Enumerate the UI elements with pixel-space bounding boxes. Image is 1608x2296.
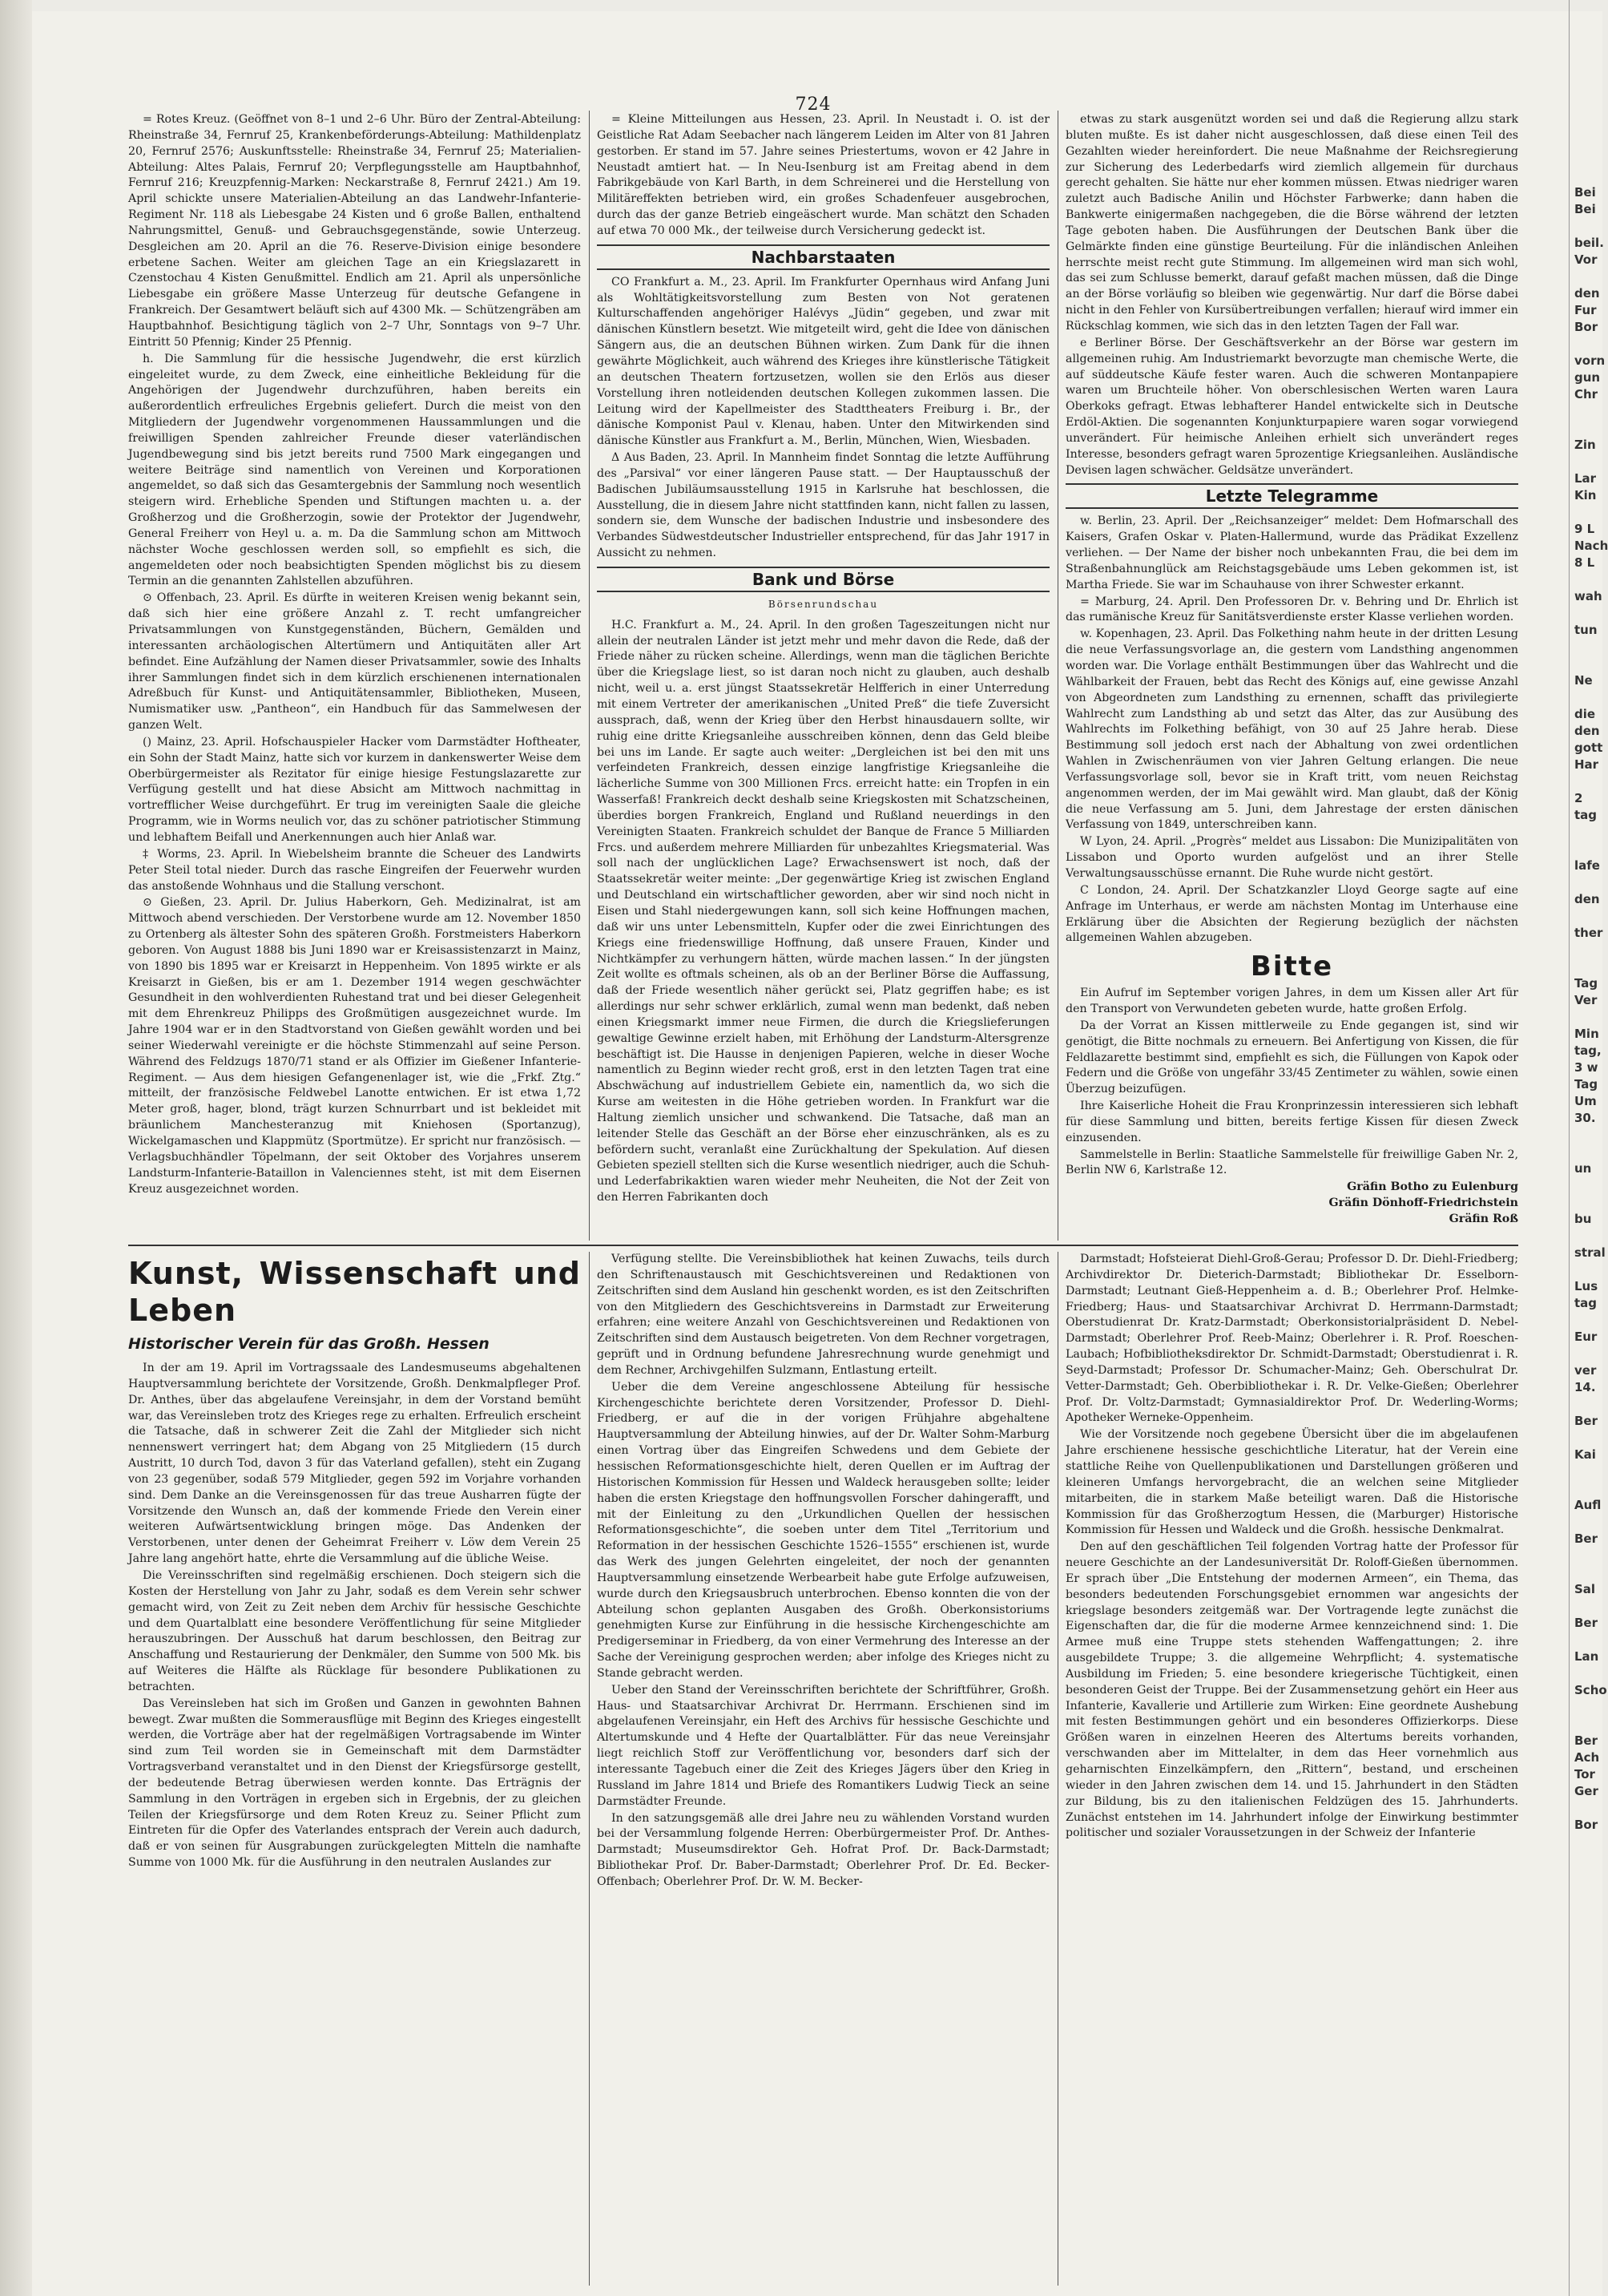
column-1 — [128, 112, 581, 1242]
adjacent-page-fragment: Ne — [1574, 673, 1593, 688]
adjacent-page-fragment: den — [1574, 892, 1600, 906]
adjacent-page-fragment: Bei — [1574, 185, 1596, 200]
adjacent-page-fragment — [1574, 1564, 1602, 1581]
adjacent-page-fragment — [1574, 1312, 1602, 1329]
article-paragraph: Den auf den geschäftlichen Teil folgenden Vortrag hatte der Professor für neuere Geschichte an der Landesuniversität Dr. Roloff-Gießen übernommen. Er sprach über „Die Entstehung der modernen Armeen“, ein Thema, das besonders bedeutenden Forschungsgebiet ernommen war angesichts der kriegslage besonders zeitgemäß war. Der Vortragende legte zunächst die Eigenschaften dar, die für die moderne Armee kennzeichnend sind: 1. Die Armee muß eine Truppe stets stehenden Waffengattungen; 2. ihre ausgebildete Truppe; 3. die allgemeine Wehrpflicht; 4. systematische Ausbildung im Frieden; 5. eine besondere kriegerische Tüchtigkeit, einen besonderen Geist der Truppe. Bei der Zusammensetzung gehört ein Heer aus Infanterie, Kavallerie und Artillerie zum Wirken: Eine geordnete Aushebung mit festen Bestimmungen gehört und ein besonderes Offizierkorps. Diese Größen waren in einzelnen Heeren des Altertums bereits vorhanden, verschwanden aber im Mittelalter, in dem das Heer vornehmlich aus geharnischten Einzelkämpfern, den „Rittern“, bestand, und erscheinen wieder in den Jahren zwischen dem 14. und 15. Jahrhundert in den Städten zur Bildung, bis zu den italienischen Feldzügen des 15. Jahrhunderts. Zunächst entstehen im 14. Jahrhundert infolge der Einwirkung bestimmter politischer und sozialer Voraussetzungen in der Schweiz der Infanterie — [1066, 1540, 1518, 1840]
adjacent-page-fragment — [1574, 268, 1602, 285]
adjacent-page-fragment: Tag — [1574, 976, 1598, 991]
article-paragraph: Darmstadt; Hofsteierat Diehl-Groß-Gerau; Professor D. Dr. Diehl-Friedberg; Archivdirektor Dr. Dieterich-Darmstadt; Bibliothekar Dr. Esselborn-Darmstadt; Leutnant Gieß-Heppenheim a. d. B.; Oberlehrer Prof. Helmke-Friedberg; Haus- und Staatsarchivar Archivrat D. Herrmann-Darmstadt; Oberstudienrat Dr. Kratz-Darmstadt; Oberkonsistorialpräsident D. Nebel-Darmstadt; Oberlehrer Prof. Reeb-Mainz; Oberlehrer i. R. Prof. Roeschen-Laubach; Hofbibliotheksdirektor Dr. Schmidt-Darmstadt; Oberstudienrat i. R. Seyd-Darmstadt; Professor Dr. Schumacher-Mainz; Geh. Oberschulrat Dr. Vetter-Darmstadt; Geh. Oberbibliothekar i. R. Dr. Velke-Gießen; Oberlehrer Prof. Dr. Voltz-Darmstadt; Gymnasialdirektor Prof. Dr. Wederling-Worms; Apotheker Werneke-Oppenheim. — [1066, 1253, 1518, 1425]
adjacent-page-fragment: stral — [1574, 1245, 1606, 1260]
adjacent-page-fragment — [1574, 1716, 1602, 1733]
article-paragraph: H.C. Frankfurt a. M., 24. April. In den großen Tageszeitungen nicht nur allein der neutralen Länder ist jetzt mehr und mehr davon die Rede, daß der Friede näher zu rücken scheine. Allerdings, wenn man die täglichen Berichte über die Kriegslage liest, so ist daran noch nicht zu glauben, auch deshalb nicht, weil u. a. erst jüngst Staatssekretär Helfferich in einer Unterredung mit einem Vertreter der amerikanischen „United Preß“ die tiefe Zuversicht aussprach, daß, wenn der Krieg über den Herbst hinausdauern sollte, wir ruhig eine dritte Kriegsanleihe ausschreiben können, denn das Geld bleibe bei uns im Lande. Er sagte auch weiter: „Dergleichen ist bei den mit uns verfeindeten Frankreich, dessen einzige langfristige Kriegsanleihe die lächerliche Summe von 300 Millionen Frcs. erreicht hatte: ein Tropfen in ein Wasserfaß! Frankreich deckt deshalb seine Kriegskosten mit Schatzscheinen, überdies borgen Frankreich, England und Rußland neuerdings in den Vereinigten Staaten. Frankreich schuldet der Banque de France 5 Milliarden Frcs. und außerdem mehrere Milliarden für unbezahltes Kriegsmaterial. Was soll nach der unglücklichen Lage? Erwachsenswert ist noch, daß der Staatssekretär weiter meinte: „Der gegenwärtige Krieg ist zwischen England und Deutschland ein wirtschaftlicher geworden, aber wir sind noch nicht in Eisen und Stahl niedergewungen kann, soll sich keine Hoffnungen machen, daß wir uns unter Lebensmitteln, Kupfer oder die zwei Einrichtungen des Kriegs eine friedenswillige Hoffnung, daß unsere Frauen, Kinder und Nichtkämpfer zu verhungern hätten, würde machen lassen.“ In der jüngsten Zeit wollte es oftmals scheinen, als ob an der Berliner Börse die Auffassung, daß der Friede wesentlich näher gerückt sei, Platz gegriffen habe; es ist allerdings nur sehr schwer erklärlich, zumal wenn man bedenkt, daß neben einen Kriegsmarkt immer neue Firmen, die durch die Kriegslieferungen gewaltige Gewinne erzielt haben, mit Erhöhung der Landsturm-Altersgrenze beschäftigt ist. Die Hausse in denjenigen Papieren, welche in dieser Woche namentlich zu Beginn wieder recht groß, erst in den letzten Tagen trat eine Abschwächung auf industriellem Gebiete ein, namentlich da, wo sich die Kurse am weitesten in die Höhe getrieben worden. In Frankfurt war die Haltung ziemlich unsicher und schwankend. Die Tatsache, daß man an leitender Stelle das Geschäft an der Börse eher einzuschränken, als es zu befördern sucht, veranlaßt eine Zurückhaltung der Spekulation. Auf diesen Gebieten speziell stellten sich die Kurse wesentlich niedriger, auch die Schuh- und Lederfabrikaktien waren wieder mehr Neuheiten, die Not der Zeit von den Herren Fabrikanten doch — [597, 618, 1050, 1204]
section-heading-nachbarstaaten: Nachbarstaaten — [597, 244, 1050, 270]
adjacent-page-strip — [1574, 184, 1608, 1834]
adjacent-page-fragment: 8 L — [1574, 555, 1595, 570]
adjacent-page-fragment: Eur — [1574, 1330, 1598, 1344]
adjacent-page-fragment: ver — [1574, 1363, 1597, 1378]
article-paragraph: ‡ Worms, 23. April. In Wiebelsheim brannte die Scheuer des Landwirts Peter Steil total nieder. Durch das rasche Eingreifen der Feuerwehr wurden das anstoßende Wohnhaus und die Stallung verschont. — [128, 847, 581, 893]
adjacent-page-fragment — [1574, 504, 1602, 521]
article-paragraph: () Mainz, 23. April. Hofschauspieler Hacker vom Darmstädter Hoftheater, ein Sohn der Stadt Mainz, hatte sich vor kurzem in dankenswerter Weise dem Oberbürgermeister als Rezitator für einige hiesige Festungslazarette zur Verfügung gestellt und hat diese Absicht am Mittwoch nachmittag in vortrefflicher Weise durchgeführt. Er trug im vereinigten Saale die gleiche Programm, wie in Worms neulich vor, das zu schöner patriotischer Stimmung und lebhaftem Beifall und Anerkennungen auch hier Anlaß war. — [128, 735, 581, 844]
adjacent-page-fragment: 3 w — [1574, 1060, 1598, 1075]
feuilleton-heading: Kunst, Wissenschaft und Leben — [128, 1256, 581, 1328]
section-divider — [128, 1245, 1518, 1246]
adjacent-page-fragment: Fur — [1574, 303, 1597, 317]
adjacent-page-fragment — [1574, 824, 1602, 841]
article-paragraph: C London, 24. April. Der Schatzkanzler Lloyd George sagte auf eine Anfrage im Unterhaus, er werde am nächsten Montag im Unterhause eine Erklärung über die Absichten der Regierung bezüglich der nächsten allgemeinen Wahlen abzugeben. — [1066, 883, 1518, 945]
adjacent-page-fragment: ther — [1574, 926, 1603, 940]
adjacent-page-fragment: Lar — [1574, 471, 1597, 486]
section-heading-telegramme: Letzte Telegramme — [1066, 483, 1518, 509]
page-number: 724 — [795, 95, 832, 115]
adjacent-page-fragment: beil. — [1574, 236, 1604, 250]
adjacent-page-fragment: Aufl — [1574, 1498, 1602, 1512]
article-paragraph: Wie der Vorsitzende noch gegebene Übersicht über die im abgelaufenen Jahre erschienene hessische geschichtliche Literatur, hat der Verein eine stattliche Reihe von Quellenpublikationen und Darstellungen größeren und kleineren Umfangs hervorgebracht, die an welchen seine Mitglieder mitarbeiten, die in starkem Maße beteiligt waren. Daß die Historische Kommission für das Großherzogtum Hessen, die (Marburger) Historische Kommission für Hessen und Waldeck und die Großh. hessische Denkmalrat. — [1066, 1428, 1518, 1537]
article-heading: Historischer Verein für das Großh. Hessen — [128, 1335, 490, 1353]
article-paragraph: etwas zu stark ausgenützt worden sei und daß die Regierung allzu stark bluten mußte. Es ist daher nicht ausgeschlossen, daß diese einen Teil des Gezahlten wieder hereinfordert. Die neue Maßnahme der Reichsregierung zur Sicherung des Lederbedarfs wird ziemlich allgemein für durchaus gerecht gehalten. Sie hätte nur eher kommen müssen. Etwas niedriger waren zuletzt auch Badische Anilin und Höchster Farbwerke; dann haben die Bankwerte einigermaßen nachgegeben, die die Börse während der letzten Tage geboten haben. Die Ausführungen der Deutschen Bank über die Gelmärkte finden eine günstige Beurteilung. Für die inländischen Anleihen herrschte meist recht gute Stimmung. Im allgemeinen wird man sich wohl, das sei zum Schlusse bemerkt, darauf gefaßt machen müssen, daß die Dinge an der Börse vorläufig so bleiben wie gegenwärtig. Nur darf die Börse dabei nicht in den Fehler von Kursübertreibungen verfallen; hierauf wird immer ein Rückschlag kommen, wie sich das in den letzten Tagen der Fall war. — [1066, 113, 1518, 333]
adjacent-page-fragment — [1574, 1480, 1602, 1497]
article-paragraph: Die Vereinsschriften sind regelmäßig erschienen. Doch steigern sich die Kosten der Herstellung von Jahr zu Jahr, sodaß es dem Verein sehr schwer gemacht wird, von Zeit zu Zeit neben dem Archiv für hessische Geschichte und dem Quartalblatt eine besondere Veröffentlichung für seine Mitglieder herauszubringen. Der Ausschuß hat darum beschlossen, den Beitrag zur Anschaffung und Restaurierung der Denkmäler, den Summe von 500 Mk. bis auf Weiteres die Hälfte als Rücklage für besondere Publikationen zu betrachten. — [128, 1568, 581, 1693]
column-3 — [1066, 112, 1518, 1242]
adjacent-page-fragment: un — [1574, 1161, 1592, 1176]
adjacent-page-fragment — [1574, 1396, 1602, 1413]
article-paragraph: e Berliner Börse. Der Geschäftsverkehr an der Börse war gestern im allgemeinen ruhig. Am Industriemarkt bevorzugte man chemische Werte, die auf süddeutsche Käufe fester waren. Auch die schweren Montanpapiere waren um Bruchteile höher. Von oberschlesischen Werten waren Laura Oberkoks gefragt. Etwas lebhafterer Handel entwickelte sich in Deutsche Erdöl-Aktien. Die sogenannten Konjunkturpapiere waren sogar vorwiegend unverändert. Für heimische Anleihen erhielt sich unverändert reges Interesse, besonders gefragt waren 5prozentige Kriegsanleihen. Ausländische Devisen lagen schwächer. Geldsätze unverändert. — [1066, 336, 1518, 477]
column-2 — [597, 112, 1050, 1242]
adjacent-page-fragment: Kin — [1574, 488, 1597, 502]
adjacent-page-fragment: Ver — [1574, 993, 1598, 1007]
adjacent-page-fragment: Bor — [1574, 1818, 1598, 1832]
adjacent-page-fragment — [1574, 1514, 1602, 1531]
article-paragraph: Ein Aufruf im September vorigen Jahres, in dem um Kissen aller Art für den Transport von Verwundeten gebeten wurde, hatte großen Erfolg. — [1066, 987, 1518, 1016]
adjacent-page-fragment — [1574, 1194, 1602, 1211]
adjacent-page-fragment — [1574, 1127, 1602, 1144]
adjacent-page-fragment: den — [1574, 724, 1600, 738]
adjacent-page-fragment — [1574, 874, 1602, 891]
article-paragraph: = Marburg, 24. April. Den Professoren Dr. v. Behring und Dr. Ehrlich ist das rumänische Kreuz für Sanitätsverdienste erster Klasse verliehen worden. — [1066, 595, 1518, 624]
article-paragraph: = Kleine Mitteilungen aus Hessen, 23. April. In Neustadt i. O. ist der Geistliche Rat Adam Seebacher nach längerem Leiden im Alter von 81 Jahren gestorben. Er stand im 57. Jahre seines Priestertums, wovon er 42 Jahre in Neustadt amtiert hat. — In Neu-Isenburg ist am Freitag abend in dem Fabrikgebäude von Karl Barth, in dem Schreinerei und die Herstellung von Militäreffekten betrieben wird, ein großes Schadenfeuer ausgebrochen, durch das der ganze Betrieb eingeäschert wurde. Man schätzt den Schaden auf etwa 70 000 Mk., der teilweise durch Versicherung gedeckt ist. — [597, 113, 1050, 237]
article-paragraph: Ihre Kaiserliche Hoheit die Frau Kronprinzessin interessieren sich lebhaft für diese Sammlung und bitten, bereits fertige Kissen für diesen Zweck einzusenden. — [1066, 1100, 1518, 1144]
lower-column-3 — [1066, 1252, 1518, 2286]
adjacent-page-fragment: Chr — [1574, 387, 1598, 401]
page-gutter — [0, 0, 32, 2296]
adjacent-page-fragment — [1574, 1699, 1602, 1716]
adjacent-page-fragment: 2 — [1574, 791, 1583, 805]
adjacent-page-fragment — [1574, 1800, 1602, 1817]
adjacent-page-fragment: tag — [1574, 808, 1598, 822]
article-paragraph: Ueber die dem Vereine angeschlossene Abteilung für hessische Kirchengeschichte berichtete deren Vorsitzender, Professor D. Diehl-Friedberg, er auf die in der vorigen Frühjahre abgehaltene Hauptversammlung der Abteilung hinwies, auf der Dr. Walter Sohm-Marburg einen Vortrag über das Eingreifen Schwedens und dem Gebiete der hessischen Reformationsgeschichte hielt, deren Quellen er im Auftrag der Historischen Kommission für Hessen und Waldeck herausgeben sollte; leider haben die ersten Kriegstage den hoffnungsvollen Forscher dahingerafft, und mit der Einleitung zu den „Urkundlichen Quellen der hessischen Reformationsgeschichte“, die soeben unter dem Titel „Territorium und Reformation in der hessischen Geschichte 1526–1555“ erschienen ist, wurde das Werk des jungen Gelehrten eingeleitet, der noch der genannten Hauptversammlung einsetzende Werbearbeit habe gute Erfolge aufzuweisen, wurde durch den Kriegsausbruch unterbrochen. Ebenso konnten die von der Abteilung schon geplanten Ausgaben des Großh. Oberkonsistoriums genehmigten Kurse zur Einführung in die hessische Kirchengeschichte am Predigerseminar in Friedberg, da von einer Vermehrung des Interesse an der Sache der Vereinigung gesprochen werden; aber infolge des Krieges nicht zu Stande gebracht werden. — [597, 1380, 1050, 1680]
article-paragraph: In den satzungsgemäß alle drei Jahre neu zu wählenden Vorstand wurden bei der Versammlung folgende Herren: Oberbürgermeister Prof. Dr. Anthes-Darmstadt; Museumsdirektor Geh. Hofrat Prof. Dr. Back-Darmstadt; Bibliothekar Prof. Dr. Baber-Darmstadt; Oberlehrer Prof. Dr. Ed. Becker-Offenbach; Oberlehrer Prof. Dr. W. M. Becker- — [597, 1811, 1050, 1888]
adjacent-page-fragment: Kai — [1574, 1447, 1596, 1462]
adjacent-page-fragment — [1574, 1463, 1602, 1480]
article-paragraph: h. Die Sammlung für die hessische Jugendwehr, die erst kürzlich eingeleitet wurde, zu dem Zweck, eine einheitliche Bekleidung für die Angehörigen der Jugendwehr durchzuführen, haben bereits ein außerordentlich erfreuliches Ergebnis geliefert. Durch die meist von den Mitgliedern der Jugendwehr vorgenommenen Haussammlungen und die freiwilligen Spenden zahlreicher Freunde dieser vaterländischen Jugendbewegung sind bis jetzt bereits rund 7500 Mark eingegangen und weitere Beiträge sind namentlich von Vereinen und Korporationen angemeldet, so daß sich das Gesamtergebnis der Sammlung noch wesentlich steigern wird. Erhebliche Spenden und Stiftungen machten u. a. der Großherzog und die Großherzogin, sowie der Protektor der Jugendwehr, General Freiherr von Heyl u. a. m. Da die Sammlung schon am Mittwoch nächster Woche geschlossen werden soll, so empfiehlt es sich, die angemeldeten oder noch beabsichtigten Spenden möglichst bis zu diesem Termin an die genannten Zahlstellen abzuführen. — [128, 352, 581, 588]
adjacent-page-fragment — [1574, 336, 1602, 353]
adjacent-page-fragment — [1574, 1346, 1602, 1362]
article-paragraph: Da der Vorrat an Kissen mittlerweile zu Ende gegangen ist, sind wir genötigt, die Bitte nochmals zu erneuern. Bei Anfertigung von Kissen, die für Feldlazarette bestimmt sind, empfiehlt es sich, die Füllungen von Kapok oder Federn und die Größe von ungefähr 33/45 Zentimeter zu wählen, sowie einen Überzug beizufügen. — [1066, 1019, 1518, 1096]
right-page-edge — [1569, 0, 1570, 2296]
adjacent-page-fragment — [1574, 958, 1602, 975]
adjacent-page-fragment: Scho — [1574, 1683, 1607, 1697]
adjacent-page-fragment — [1574, 1665, 1602, 1682]
article-paragraph: w. Kopenhagen, 23. April. Das Folkething nahm heute in der dritten Lesung die neue Verfassungsvorlage an, die gestern vom Landsthing angenommen worden war. Die Vorlage enthält Bestimmungen über das Wahlrecht und die Wählbarkeit der Frauen, bebt das Recht des Königs auf, eine gewisse Anzahl von Abgeordneten zum Landsthing zu ernennen, schafft das privilegierte Wahlrecht zum Landsthing ab und setzt das Alter, das zur Ausübung des Wahlrechts im Folkething befähigt, von 30 auf 25 Jahre herab. Diese Bestimmung soll jedoch erst nach der Abhaltung von zwei ordentlichen Wahlen in Zwischenräumen von vier Jahren Geltung erlangen. Die neue Verfassungsvorlage soll, bevor sie in Kraft tritt, vom neuen Reichstag angenommen werden, der im Mai gewählt wird. Man glaubt, daß der König die neue Verfassung am 5. Juni, dem Jahrestage der ersten dänischen Verfassung von 1849, unterschreiben kann. — [1066, 627, 1518, 832]
section-heading-bank: Bank und Börse — [597, 567, 1050, 592]
adjacent-page-fragment: Ber — [1574, 1733, 1598, 1748]
adjacent-page-fragment — [1574, 1598, 1602, 1615]
adjacent-page-fragment: Ber — [1574, 1414, 1598, 1428]
adjacent-page-fragment: tag — [1574, 1296, 1598, 1310]
adjacent-page-fragment — [1574, 1144, 1602, 1160]
adjacent-page-fragment: Tor — [1574, 1767, 1595, 1782]
adjacent-page-fragment: Nach — [1574, 539, 1608, 553]
adjacent-page-fragment — [1574, 1632, 1602, 1648]
signature: Gräfin Roß — [1449, 1213, 1518, 1225]
adjacent-page-fragment — [1574, 420, 1602, 437]
adjacent-page-fragment — [1574, 605, 1602, 622]
article-paragraph: CO Frankfurt a. M., 23. April. Im Frankfurter Opernhaus wird Anfang Juni als Wohltätigkeitsvorstellung zum Besten von Not geratenen Kulturschaffenden angehöriger Halévys „Jüdin“ gegeben, und zwar mit dänischen Künstlern besetzt. Wie mitgeteilt wird, geht die Idee von dänischen Sängern aus, die an deutschen Bühnen wirken. Zum Dank für die ihnen gewährte Möglichkeit, auch während des Krieges ihre künstlerische Tätigkeit an deutschen Theatern fortzusetzen, wollen sie den Erlös aus dieser Vorstellung ihren notleidenden deutschen Kollegen zukommen lassen. Die Leitung wird der Kapellmeister des Stadttheaters Freiburg i. Br., der dänische Komponist Paul v. Klenau, haben. Unter den Mitwirkenden sind dänische Künstler aus Frankfurt a. M., Berlin, München, Wien, Wiesbaden. — [597, 275, 1050, 448]
adjacent-page-fragment: tag, — [1574, 1043, 1602, 1058]
adjacent-page-fragment: gott — [1574, 740, 1603, 755]
adjacent-page-fragment — [1574, 1430, 1602, 1447]
adjacent-page-fragment: Zin — [1574, 438, 1596, 452]
adjacent-page-fragment: Lan — [1574, 1649, 1599, 1664]
adjacent-page-fragment — [1574, 908, 1602, 925]
signature: Gräfin Botho zu Eulenburg — [1347, 1180, 1518, 1194]
article-paragraph: Verfügung stellte. Die Vereinsbibliothek hat keinen Zuwachs, teils durch den Schriftenaustausch mit Geschichtsvereinen und Redaktionen von Zeitschriften sind dem Ausland hin geschenkt worden, es ist den Zeitschriften von den Mitgliedern des Geschichtsvereins in Darmstadt zur Erweiterung erfahren; eine weitere Anzahl von Geschichtsvereinen und Redaktionen von Zeitschriften sind dem Austausch beigetreten. Von dem Rechner vorgetragen, geprüft und in Ordnung befundene Jahresrechnung wurde genehmigt und dem Rechner, Archivgehilfen Sulzmann, Entlastung erteilt. — [597, 1253, 1050, 1377]
adjacent-page-fragment: Ber — [1574, 1531, 1598, 1546]
adjacent-page-fragment: 14. — [1574, 1380, 1596, 1394]
adjacent-page-fragment — [1574, 454, 1602, 470]
adjacent-page-fragment: 9 L — [1574, 522, 1595, 536]
adjacent-page-fragment: Um — [1574, 1094, 1597, 1108]
adjacent-page-fragment — [1574, 218, 1602, 235]
column-divider-1 — [589, 111, 590, 1241]
adjacent-page-fragment — [1574, 1547, 1602, 1564]
adjacent-page-fragment: vorn — [1574, 353, 1606, 368]
adjacent-page-fragment — [1574, 571, 1602, 588]
signature: Gräfin Dönhoff-Friedrichstein — [1328, 1196, 1518, 1210]
section-subheading: Börsenrundschau — [768, 598, 879, 610]
adjacent-page-fragment: bu — [1574, 1212, 1592, 1226]
adjacent-page-fragment: Ger — [1574, 1784, 1598, 1798]
adjacent-page-fragment: gun — [1574, 370, 1601, 385]
article-paragraph: Das Vereinsleben hat sich im Großen und Ganzen in gewohnten Bahnen bewegt. Zwar mußten die Sommerausflüge mit Beginn des Krieges eingestellt werden, die Vorträge aber hat der regelmäßigen Vortragsabende im Winter sind zum Teil worden sie in Gemeinschaft mit dem Darmstädter Vortragsverband veranstaltet und in den Dienst der Kriegsfürsorge gestellt, der bedeutende Betrag überwiesen werden konnte. Das Erträgnis der Sammlung in den Vorträgen in ergeben sich in Ergebnis, der zu gleichen Teilen der Kriegsfürsorge und dem Roten Kreuz zu. Seiner Pflicht zum Eintreten für die Opfer des Vaterlandes entsprach der Verein auch dadurch, daß er von seinen für Ausgrabungen zurückgelegten Mitteln die namhafte Summe von 1000 Mk. für die Ausführung in den neutralen Auslandes zur — [128, 1697, 581, 1870]
adjacent-page-fragment — [1574, 656, 1602, 672]
lower-column-2 — [597, 1252, 1050, 2286]
adjacent-page-fragment — [1574, 639, 1602, 656]
adjacent-page-fragment: 30. — [1574, 1111, 1596, 1125]
adjacent-page-fragment: Bor — [1574, 320, 1598, 334]
adjacent-page-fragment: Sal — [1574, 1582, 1596, 1596]
adjacent-page-fragment — [1574, 689, 1602, 706]
article-paragraph: Δ Aus Baden, 23. April. In Mannheim findet Sonntag die letzte Aufführung des „Parsival“ vor einer längeren Pause statt. — Der Hauptausschuß der Badischen Jubiläumsausstellung 1915 in Karlsruhe hat beschlossen, die Ausstellung, die in diesem Jahre nicht stattfinden kann, nicht fallen zu lassen, sondern sie, dem Wunsche der badischen Industrie und insbesondere des Verbandes Südwestdeutscher Industrieller entsprechend, für das Jahr 1917 in Aussicht zu nehmen. — [597, 451, 1050, 560]
adjacent-page-fragment: die — [1574, 707, 1596, 721]
article-paragraph: w. Berlin, 23. April. Der „Reichsanzeiger“ meldet: Dem Hofmarschall des Kaisers, Grafen Oskar v. Platen-Hallermund, wurde das Prädikat Exzellenz verliehen. — Der Name der bisher noch unbekannten Frau, die bei dem im Straßenbahnunglück am Reichstagsgebäude ums Leben gekommen ist, ist Martha Friede. Sie war im Schauhause von ihrer Schwester erkannt. — [1066, 514, 1518, 591]
article-paragraph: = Rotes Kreuz. (Geöffnet von 8–1 und 2–6 Uhr. Büro der Zentral-Abteilung: Rheinstraße 34, Fernruf 25, Krankenbeförderungs-Abteilung: Mathildenplatz 20, Fernruf 2576; Auskunftsstelle: Rheinstraße 34, Fernruf 25; Materialien-Abteilung: Altes Palais, Fernruf 20; Verpflegungsstelle am Hauptbahnhof, Fernruf 216; Kreuzpfennig-Marken: Neckarstraße 8, Fernruf 2421.) Am 19. April schickte unsere Materialien-Abteilung an das Landwehr-Infanterie-Regiment Nr. 118 als Liebesgabe 24 Kisten und 6 große Ballen, enthaltend Nahrungsmittel, Genuß- und Gebrauchsgegenstände, sowie Unterzeug. Desgleichen am 20. April an die 76. Reserve-Division einige besondere erbetene Sachen. Weiter am gleichen Tage an ein Kriegslazarett in Czenstochau 4 Kisten Genußmittel. Endlich am 21. April als unpersönliche Liebesgabe ein größere Masse Unterzeug für deutsche Gefangene in Frankreich. Der Gesamtwert beläuft sich auf 4300 Mk. — Schützengräben am Hauptbahnhof. Besichtigung täglich von 2–7 Uhr, Sonntags von 9–7 Uhr. Eintritt 50 Pfennig; Kinder 25 Pfennig. — [128, 113, 581, 349]
section-heading-bitte: Bitte — [1250, 950, 1334, 983]
article-paragraph: ⊙ Gießen, 23. April. Dr. Julius Haberkorn, Geh. Medizinalrat, ist am Mittwoch abend verschieden. Der Verstorbene wurde am 12. November 1850 zu Ortenberg als ältester Sohn des späteren Großh. Forstmeisters Haberkorn geboren. Von August 1888 bis Juni 1890 war er Kreisassistenzarzt in Mainz, von 1890 bis 1895 war er Kreisarzt in Heppenheim. Von 1895 wirkte er als Kreisarzt in Gießen, bis er am 1. Dezember 1914 wegen geschwächter Gesundheit in den wohlverdienten Ruhestand trat und bei dieser Gelegenheit mit dem Ehrenkreuz Philipps des Großmütigen ausgezeichnet wurde. Im Jahre 1904 war er in den Stadtvorstand von Gießen gewählt worden und bei seiner Wiederwahl vereinigte er die höchste Stimmenzahl auf seine Person. Während des Feldzugs 1870/71 stand er als Offizier im Gießener Infanterie-Regiment. — Aus dem hiesigen Gefangenenlager ist, wie die „Frkf. Ztg.“ mitteilt, der französische Feldwebel Lanotte entwichen. Er ist etwa 1,72 Meter groß, hager, blond, trägt kurzen Schnurrbart und ist bekleidet mit bräunlichem Manchesteranzug mit Kniehosen (Sportanzug), Wickelgamaschen und Klappmütz (Sportmütze). Er spricht nur französisch. — Verlagsbuchhändler Töpelmann, der seit Oktober des Vorjahres unserem Landsturm-Infanterie-Bataillon in Valenciennes steht, ist mit dem Eisernen Kreuz ausgezeichnet worden. — [128, 896, 581, 1196]
adjacent-page-fragment: Ach — [1574, 1750, 1600, 1765]
article-paragraph: W Lyon, 24. April. „Progrès“ meldet aus Lissabon: Die Munizipalitäten von Lissabon und Oporto wurden aufgelöst und an ihrer Stelle Verwaltungsausschüsse ernannt. Die Ruhe wurde nicht gestört. — [1066, 835, 1518, 880]
adjacent-page-fragment: Ber — [1574, 1616, 1598, 1630]
adjacent-page-fragment — [1574, 841, 1602, 857]
adjacent-page-fragment: Lus — [1574, 1279, 1598, 1293]
article-paragraph: Sammelstelle in Berlin: Staatliche Sammelstelle für freiwillige Gaben Nr. 2, Berlin NW 6, Karlstraße 12. — [1066, 1148, 1518, 1177]
article-paragraph: ⊙ Offenbach, 23. April. Es dürfte in weiteren Kreisen wenig bekannt sein, daß sich hier eine größere Anzahl z. T. recht umfangreicher Privatsammlungen von Kunstgegenständen, Büchern, Gemälden und interessanten archäologischen Altertümern und Antiquitäten aller Art befindet. Eine Aufzählung der Namen dieser Privatsammler, sowie des Inhalts ihrer Sammlungen findet sich in dem kürzlich erschienenen internationalen Adreßbuch für Kunst- und Antiquitätensammler, Bibliotheken, Museen, Numismatiker usw. „Pantheon“, ein Handbuch für das Sammelwesen der ganzen Welt. — [128, 591, 581, 732]
article-paragraph: Ueber den Stand der Vereinsschriften berichtete der Schriftführer, Großh. Haus- und Staatsarchivar Archivrat Dr. Herrmann. Erschienen sind im abgelaufenen Vereinsjahr, ein Heft des Archivs für hessische Geschichte und Altertumskunde und 4 Hefte der Quartalblätter. Für das neue Vereinsjahr liegt reichlich Stoff zur Veröffentlichung vor, besonders darf sich der interessante Tagebuch einer die Zeit des Krieges Jägers über den Krieg in Russland im Jahre 1814 und Briefe des Romantikers Ludwig Tieck an seine Darmstädter Freunde. — [597, 1683, 1050, 1808]
adjacent-page-fragment — [1574, 942, 1602, 958]
adjacent-page-fragment: Min — [1574, 1027, 1599, 1041]
adjacent-page-fragment — [1574, 773, 1602, 790]
adjacent-page-fragment: Tag — [1574, 1077, 1598, 1092]
adjacent-page-fragment — [1574, 403, 1602, 420]
adjacent-page-fragment: Bei — [1574, 202, 1596, 216]
adjacent-page-fragment — [1574, 1228, 1602, 1245]
lower-column-1 — [128, 1252, 581, 2286]
adjacent-page-fragment — [1574, 1009, 1602, 1026]
adjacent-page-fragment: wah — [1574, 589, 1602, 603]
adjacent-page-fragment: Har — [1574, 757, 1599, 772]
adjacent-page-fragment: Vor — [1574, 252, 1598, 267]
article-paragraph: In der am 19. April im Vortragssaale des Landesmuseums abgehaltenen Hauptversammlung berichtete der Vorsitzende, Großh. Denkmalpfleger Prof. Dr. Anthes, über das abgelaufene Vereinsjahr, in dem der Vorstand bemüht war, das Vereinsleben trotz des Krieges rege zu erhalten. Erfreulich erscheint die Tatsache, daß in schwerer Zeit die Zahl der Mitglieder sich nicht nennenswert verringert hat; dem Abgang von 25 Mitgliedern (15 durch Austritt, 10 durch Tod, davon 3 für das Vaterland gefallen), steht ein Zugang von 23 gegenüber, sodaß 579 Mitglieder, gegen 592 im Vorjahre vorhanden sind. Dem Danke an die Vereinsgenossen für das treue Ausharren fügte der Vorsitzende den Wunsch an, daß der kommende Friede den Verein einer weiteren Aufwärtsentwicklung bringen möge. Das Andenken der Verstorbenen, unter denen der Geheimrat Freiherr v. Löw dem Verein 25 Jahre lang angehört hatte, ehrte die Versammlung auf die übliche Weise. — [128, 1362, 581, 1566]
lower-divider-1 — [589, 1252, 590, 2286]
adjacent-page-fragment: lafe — [1574, 858, 1600, 873]
adjacent-page-fragment — [1574, 1177, 1602, 1194]
adjacent-page-fragment: tun — [1574, 623, 1598, 637]
adjacent-page-fragment: den — [1574, 286, 1600, 301]
adjacent-page-fragment — [1574, 1261, 1602, 1278]
